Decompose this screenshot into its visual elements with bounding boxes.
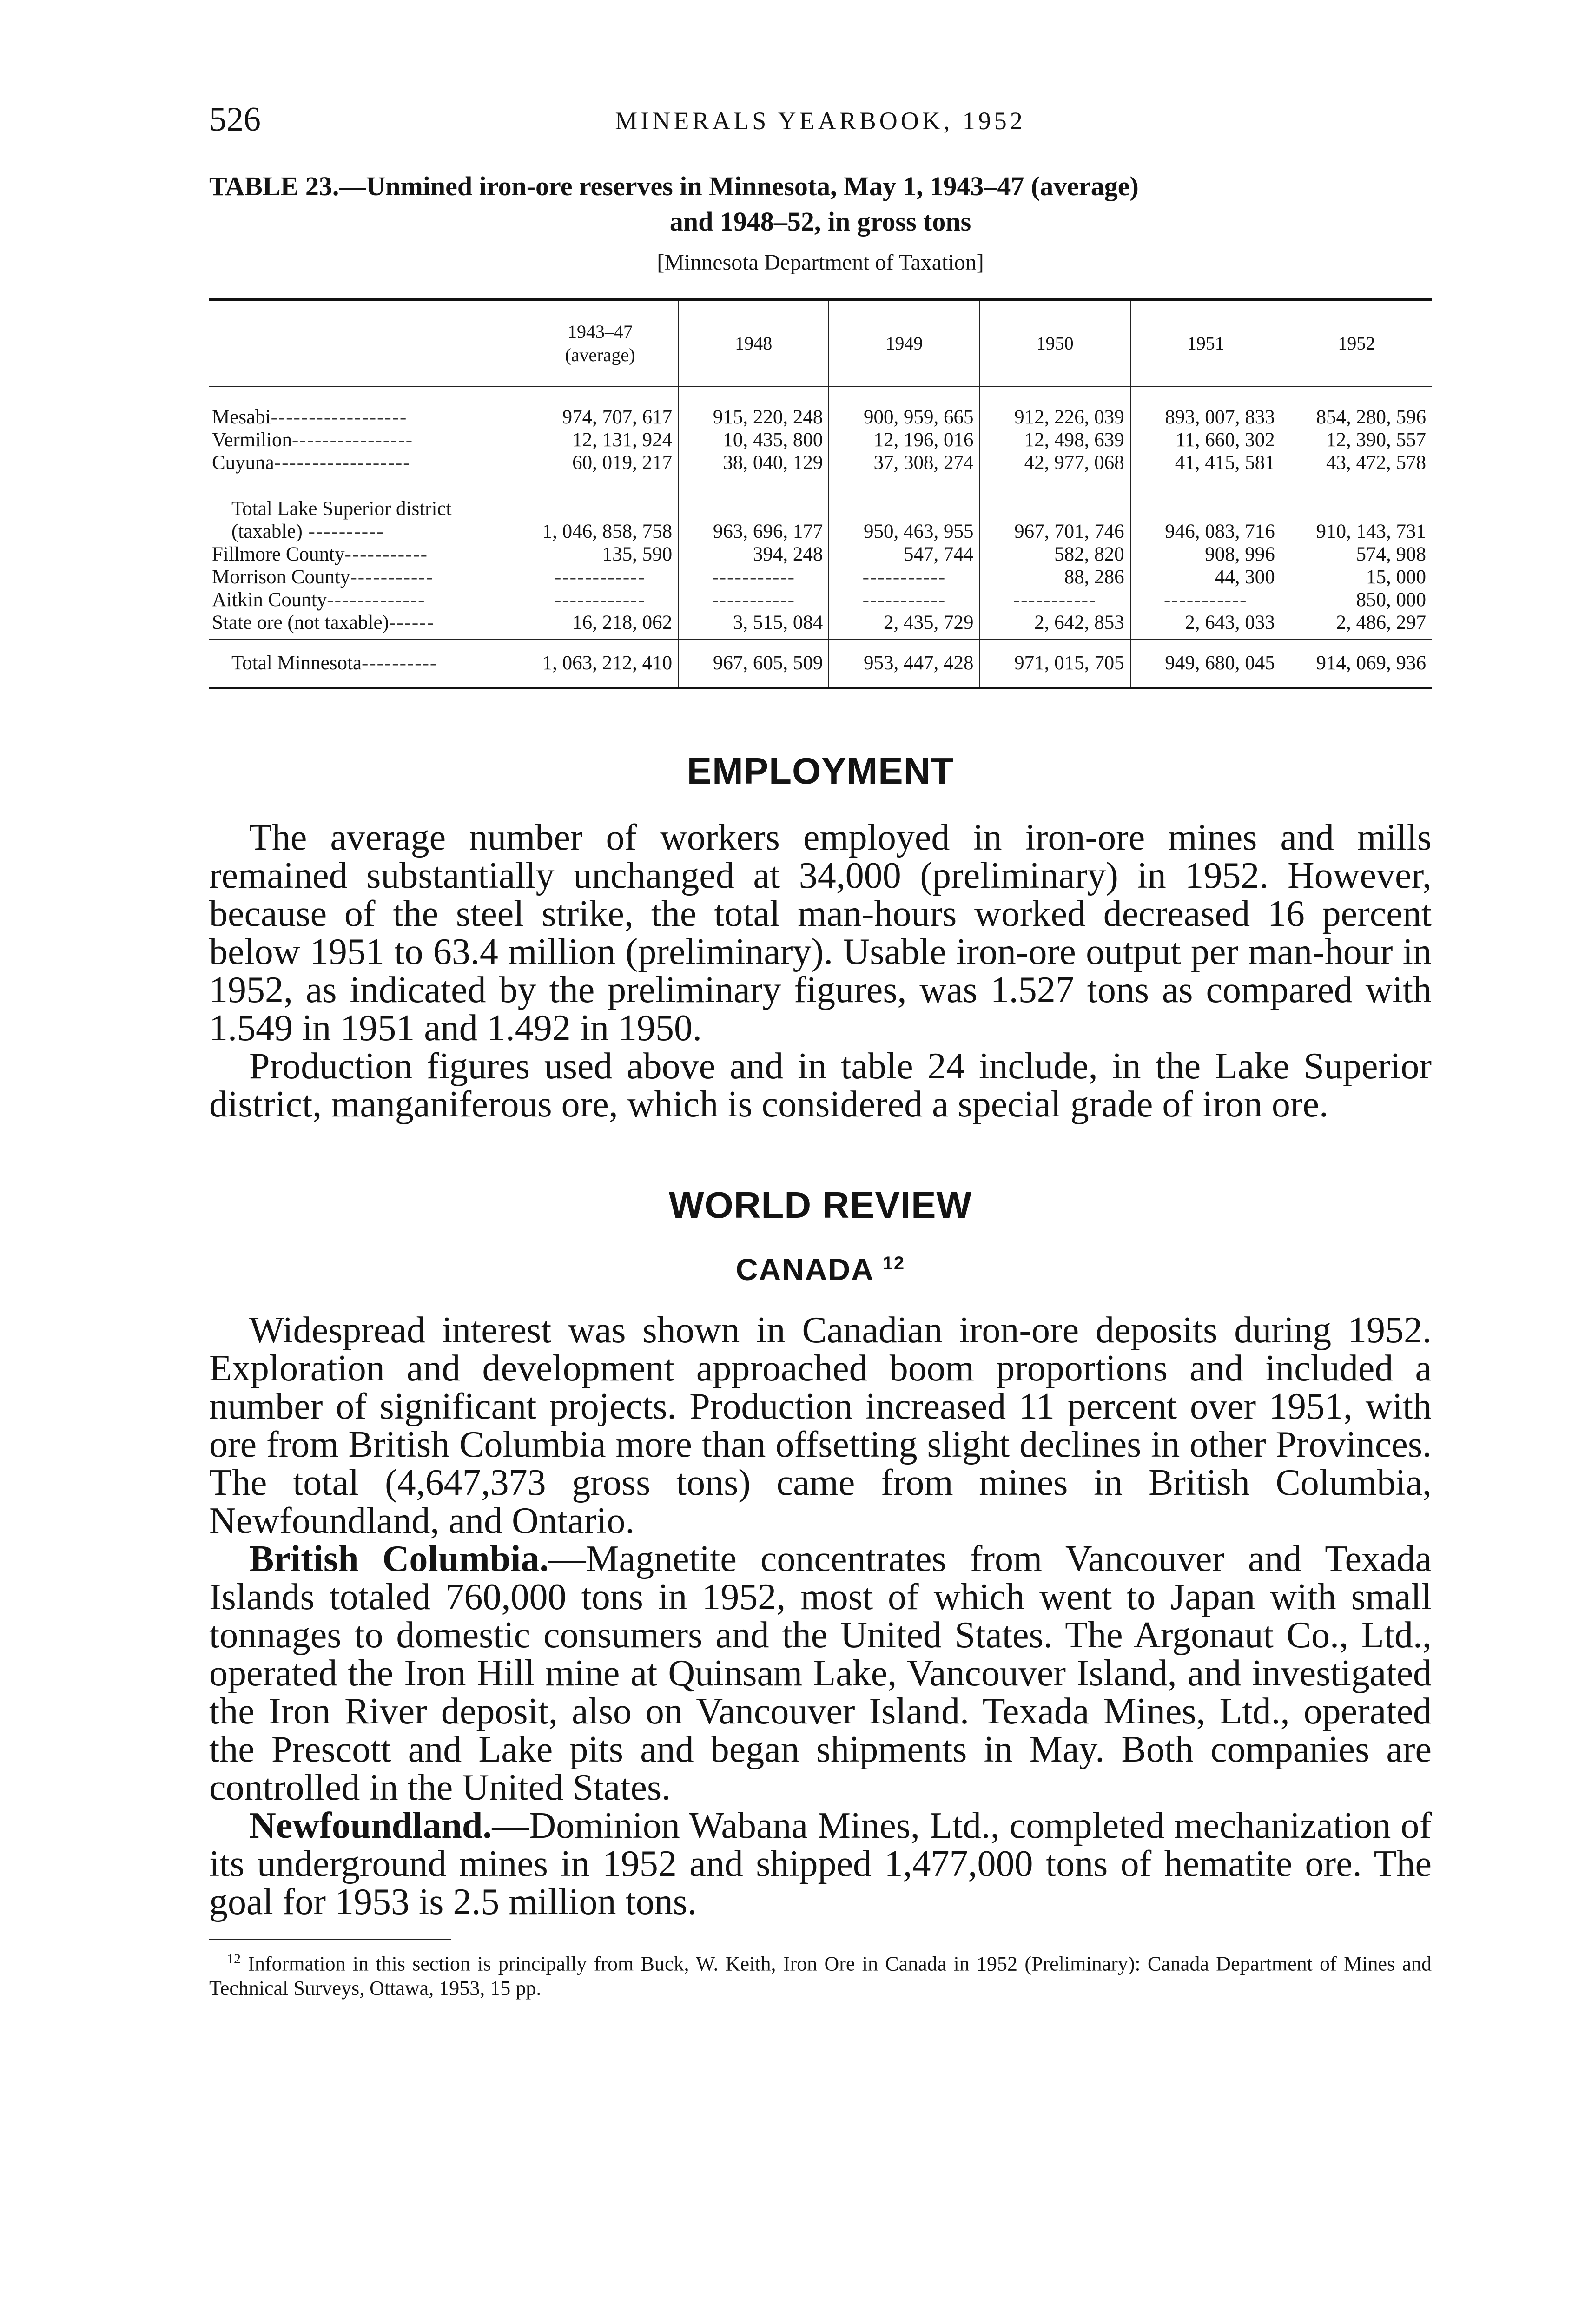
newfoundland-title: Newfoundland. — [249, 1805, 492, 1846]
reserves-table — [209, 298, 1432, 689]
employment-heading: EMPLOYMENT — [687, 750, 954, 792]
stub-header — [209, 300, 522, 387]
table-row-morrison: Morrison County----------- ------------ ----------- ----------- 88, 286 44, 300 15, 000 — [209, 566, 1432, 588]
page-number: 526 — [209, 100, 261, 139]
employment-paragraph-1: The average number of workers employed in iron-ore mines and mills remained substantially unchanged at 34,000 (preliminary) in 1952. However, because of the steel strike, the total man-hours worked decreased 16 percent below 1951 to 63.4 million (preliminary). Usable iron-ore output per man-hour in 1952, as indicated by the preliminary figures, was 1.527 tons as compared with 1.549 in 1951 and 1.492 in 1950. — [209, 817, 1432, 1049]
table-row-total-lake-superior: Total Lake Superior district (taxable) ---------- 1, 046, 858, 758 963, 696, 177 950, 463, 955 967, 701, 746 946, 083, 716 910, 143, 731 — [209, 479, 1432, 543]
table-caption-line-1: TABLE 23.—Unmined iron-ore reserves in Minnesota, May 1, 1943–47 (average) — [209, 171, 1139, 201]
table-header-row — [209, 300, 1432, 387]
table-row-aitkin: Aitkin County------------- ------------ ----------- ----------- ----------- ----------- 850, 000 — [209, 588, 1432, 611]
canada-heading: CANADA $^{12}$ — [735, 1252, 905, 1287]
col-header-1951: 1951 — [1130, 300, 1281, 387]
table-row-vermilion: Vermilion---------------- 12, 131, 924 10, 435, 800 12, 196, 016 12, 498, 639 11, 660, 302 12, 390, 557 — [209, 429, 1432, 451]
col-header-average: 1943–47 (average) — [522, 300, 678, 387]
running-head — [209, 100, 1432, 146]
employment-paragraph-2: Production figures used above and in table 24 include, in the Lake Superior district, manganiferous ore, which is considered a special grade of iron ore. — [209, 1046, 1432, 1125]
footnote-rule — [209, 1939, 451, 1940]
running-title: MINERALS YEARBOOK, 1952 — [615, 107, 1026, 135]
british-columbia-title: British Columbia. — [249, 1538, 549, 1579]
table-row-mesabi: Mesabi------------------ 974, 707, 617 915, 220, 248 900, 959, 665 912, 226, 039 893, 007, 833 854, 280, 596 — [209, 387, 1432, 429]
col-header-1949: 1949 — [829, 300, 979, 387]
col-header-1948: 1948 — [678, 300, 829, 387]
canada-paragraph: Widespread interest was shown in Canadian iron-ore deposits during 1952. Exploration and development approached boom proportions and included a number of significant projects. Production increased 11 percent over 1951, with ore from British Columbia more than offsetting slight declines in other Provinces. The total (4,647,373 gross tons) came from mines in British Columbia, Newfoundland, and Ontario. — [209, 1310, 1432, 1541]
col-header-1950: 1950 — [979, 300, 1130, 387]
newfoundland-paragraph: Newfoundland.—Dominion Wabana Mines, Ltd., completed mechanization of its underground mines in 1952 and shipped 1,477,000 tons of hematite ore. The goal for 1953 is 2.5 million tons. — [209, 1805, 1432, 1922]
table-caption — [209, 169, 1432, 239]
footnote-reference: 12 — [882, 1253, 905, 1274]
table-row-state-ore: State ore (not taxable)------ 16, 218, 062 3, 515, 084 2, 435, 729 2, 642, 853 2, 643, 033 2, 486, 297 — [209, 611, 1432, 639]
col-header-1952: 1952 — [1281, 300, 1432, 387]
footnote: $^{12}$ Information in this section is principally from Buck, W. Keith, Iron Ore in Canada in 1952 (Preliminary): Canada Department of Mines and Technical Surveys, Ottawa, 1953, 15 pp. — [209, 1951, 1432, 2000]
table-row-total-minnesota: Total Minnesota---------- 1, 063, 212, 410 967, 605, 509 953, 447, 428 971, 015, 705 949, 680, 045 914, 069, 936 — [209, 639, 1432, 688]
page — [209, 100, 1432, 2000]
british-columbia-paragraph: British Columbia.—Magnetite concentrates from Vancouver and Texada Islands totaled 760,000 tons in 1952, most of which went to Japan with small tonnages to domestic consumers and the United States. The Argonaut Co., Ltd., operated the Iron Hill mine at Quinsam Lake, Vancouver Island, and investigated the Iron River deposit, also on Vancouver Island. Texada Mines, Ltd., operated the Prescott and Lake pits and began shipments in May. Both companies are controlled in the United States. — [209, 1538, 1432, 1808]
table-source: [Minnesota Department of Taxation] — [657, 250, 984, 275]
world-review-heading: WORLD REVIEW — [669, 1184, 972, 1226]
table-row-cuyuna: Cuyuna------------------ 60, 019, 217 38, 040, 129 37, 308, 274 42, 977, 068 41, 415, 581 43, 472, 578 — [209, 451, 1432, 479]
table-row-fillmore: Fillmore County----------- 135, 590 394, 248 547, 744 582, 820 908, 996 574, 908 — [209, 543, 1432, 566]
table-caption-line-2: and 1948–52, in gross tons — [669, 206, 971, 237]
